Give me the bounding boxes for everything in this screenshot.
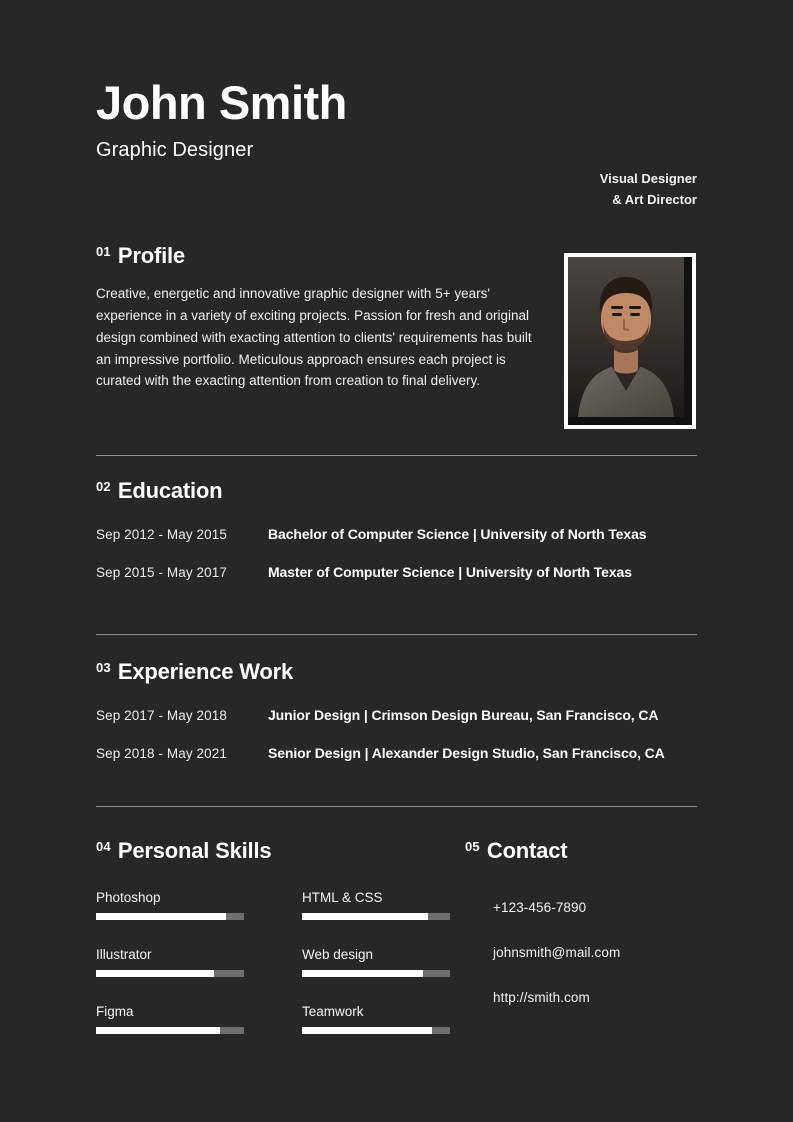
contact-section-title: Contact bbox=[486, 838, 568, 863]
skill-bar-track bbox=[96, 1027, 244, 1034]
header-tagline bbox=[600, 169, 697, 211]
experience-detail: Junior Design | Crimson Design Bureau, San Francisco, CA bbox=[268, 707, 659, 723]
contact-section-number: 05 bbox=[465, 839, 480, 854]
divider-2 bbox=[96, 634, 697, 635]
section-contact bbox=[465, 838, 697, 1035]
contact-email[interactable]: johnsmith@mail.com bbox=[493, 945, 621, 960]
skill-item bbox=[96, 890, 244, 920]
tagline-line-2: & Art Director bbox=[612, 191, 697, 207]
skill-label: Photoshop bbox=[96, 890, 161, 905]
skill-bar-track bbox=[302, 913, 450, 920]
skill-bar-fill bbox=[96, 1027, 220, 1034]
list-item bbox=[96, 707, 697, 723]
profile-section-title: Profile bbox=[117, 243, 185, 268]
contact-phone[interactable]: +123-456-7890 bbox=[493, 900, 587, 915]
skill-item bbox=[96, 1004, 244, 1034]
education-date: Sep 2012 - May 2015 bbox=[96, 527, 227, 542]
skills-column-left bbox=[96, 890, 244, 1061]
divider-3 bbox=[96, 806, 697, 807]
skill-item bbox=[302, 1004, 450, 1034]
list-item bbox=[96, 526, 697, 542]
section-profile bbox=[96, 243, 697, 392]
skills-column-right bbox=[302, 890, 450, 1061]
tagline-line-1: Visual Designer bbox=[599, 171, 697, 186]
profile-section-number: 01 bbox=[96, 244, 111, 259]
skill-bar-fill bbox=[302, 1027, 432, 1034]
skill-label: Web design bbox=[302, 947, 374, 962]
list-item bbox=[96, 745, 697, 761]
page-title: John Smith bbox=[96, 76, 347, 129]
skill-item bbox=[302, 890, 450, 920]
skill-label: Illustrator bbox=[96, 947, 152, 962]
skill-bar-track bbox=[96, 913, 244, 920]
skill-bar-fill bbox=[96, 970, 214, 977]
portrait-photo-icon bbox=[568, 257, 684, 417]
education-detail: Bachelor of Computer Science | University of North Texas bbox=[268, 526, 647, 542]
experience-date: Sep 2017 - May 2018 bbox=[96, 708, 227, 723]
list-item bbox=[96, 564, 697, 580]
skills-section-title: Personal Skills bbox=[117, 838, 272, 863]
skills-section-number: 04 bbox=[96, 839, 111, 854]
experience-detail: Senior Design | Alexander Design Studio, San Francisco, CA bbox=[268, 745, 665, 761]
education-detail: Master of Computer Science | University of North Texas bbox=[268, 564, 632, 580]
skill-bar-fill bbox=[302, 970, 423, 977]
job-role: Graphic Designer bbox=[96, 139, 254, 162]
education-heading bbox=[96, 478, 697, 504]
education-section-number: 02 bbox=[96, 479, 111, 494]
skill-bar-track bbox=[302, 970, 450, 977]
skill-bar-fill bbox=[302, 913, 428, 920]
divider-1 bbox=[96, 455, 697, 456]
contact-heading bbox=[465, 838, 697, 864]
education-date: Sep 2015 - May 2017 bbox=[96, 565, 227, 580]
profile-text: Creative, energetic and innovative graphic designer with 5+ years' experience in a variety of exciting projects. Passion for fresh and original design combined with exacting attention to clients' requirements has built an impressive portfolio. Meticulous approach ensures each project is curated with the exacting attention from creation to final delivery. bbox=[96, 286, 532, 389]
contact-website[interactable]: http://smith.com bbox=[493, 990, 590, 1005]
skill-label: HTML & CSS bbox=[302, 890, 383, 905]
skill-bar-fill bbox=[96, 913, 226, 920]
education-section-title: Education bbox=[117, 478, 223, 503]
skill-bar-track bbox=[96, 970, 244, 977]
section-experience bbox=[96, 659, 697, 761]
skill-bar-track bbox=[302, 1027, 450, 1034]
skill-label: Figma bbox=[96, 1004, 134, 1019]
skill-label: Teamwork bbox=[302, 1004, 364, 1019]
experience-heading bbox=[96, 659, 697, 685]
experience-section-number: 03 bbox=[96, 660, 111, 675]
experience-date: Sep 2018 - May 2021 bbox=[96, 746, 227, 761]
experience-section-title: Experience Work bbox=[117, 659, 293, 684]
avatar bbox=[564, 253, 696, 429]
skill-item bbox=[96, 947, 244, 977]
resume-header bbox=[96, 78, 697, 218]
skill-item bbox=[302, 947, 450, 977]
section-education bbox=[96, 478, 697, 580]
